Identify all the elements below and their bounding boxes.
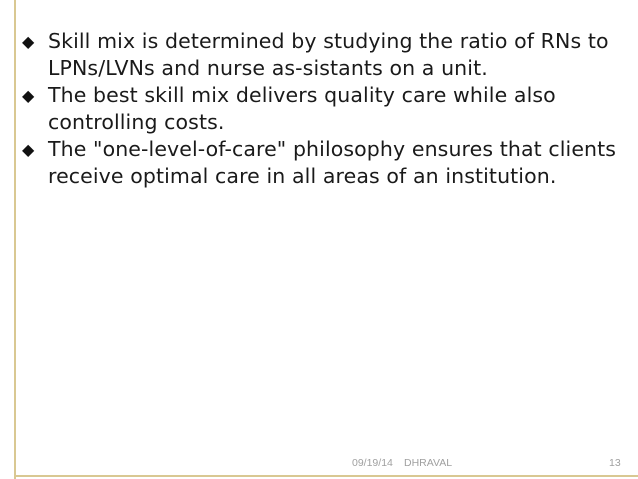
bullet-item [20, 82, 620, 136]
footer-date: 09/19/14 [352, 457, 393, 469]
bullet-list [20, 28, 620, 190]
bullet-text: Skill mix is determined by studying the ratio of RNs to LPNs/LVNs and nurse as-sistants on a unit. [48, 29, 609, 80]
slide-frame-left-border [14, 0, 16, 479]
footer-author: DHRAVAL [404, 457, 453, 469]
bullet-arrow-icon: ◆ [22, 86, 35, 105]
footer-page-number: 13 [609, 457, 621, 469]
bullet-arrow-icon: ◆ [22, 140, 35, 159]
slide-frame-bottom-border [14, 475, 638, 477]
bullet-item [20, 136, 620, 190]
bullet-arrow-icon: ◆ [22, 32, 35, 51]
bullet-item [20, 28, 620, 82]
bullet-text: The "one-level-of-care" philosophy ensures that clients receive optimal care in all areas of an institution. [48, 137, 617, 188]
bullet-text: The best skill mix delivers quality care while also controlling costs. [48, 83, 556, 134]
